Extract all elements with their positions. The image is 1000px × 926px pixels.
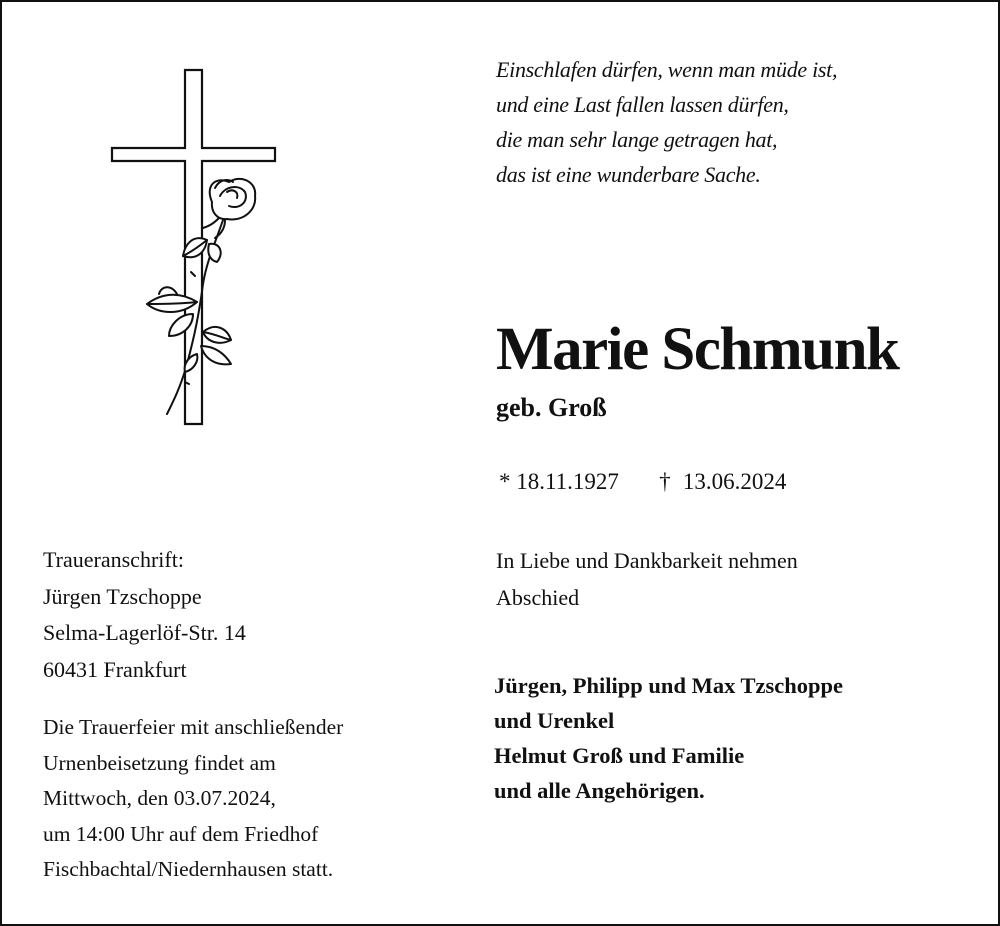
memorial-poem [496, 52, 837, 192]
farewell-text [496, 542, 798, 616]
cross-with-rose-icon [107, 64, 287, 429]
mourner-line: Helmut Groß und Familie [494, 743, 745, 768]
address-line: 60431 Frankfurt [43, 656, 187, 682]
address-line: Jürgen Tzschoppe [43, 583, 202, 609]
poem-line: die man sehr lange getragen hat, [496, 127, 778, 152]
ceremony-line: Urnenbeisetzung findet am [43, 750, 276, 775]
life-dates [499, 464, 786, 500]
deceased-name: Marie Schmunk [496, 316, 899, 383]
poem-line: Einschlafen dürfen, wenn man müde ist, [496, 57, 838, 82]
birth-date: * 18.11.1927 [499, 469, 619, 494]
dagger-icon: † [659, 469, 671, 494]
address-line: Selma-Lagerlöf-Str. 14 [43, 620, 246, 645]
maiden-name: geb. Groß [496, 393, 607, 422]
ceremony-line: Die Trauerfeier mit anschließender [43, 715, 344, 739]
ceremony-line: um 14:00 Uhr auf dem Friedhof [43, 821, 319, 846]
mourner-line: und alle Angehörigen. [494, 778, 705, 803]
ceremony-line: Fischbachtal/Niedernhausen statt. [43, 857, 334, 881]
mourners-list [494, 668, 843, 808]
poem-line: das ist eine wunderbare Sache. [496, 162, 761, 187]
farewell-line: In Liebe und Dankbarkeit nehmen [496, 548, 798, 573]
death-date: 13.06.2024 [682, 469, 787, 494]
ceremony-line: Mittwoch, den 03.07.2024, [43, 786, 276, 810]
mourner-line: Jürgen, Philipp und Max Tzschoppe [494, 673, 844, 698]
farewell-line: Abschied [496, 585, 580, 610]
address-line: Traueranschrift: [43, 547, 184, 572]
mourner-line: und Urenkel [494, 708, 615, 733]
poem-line: und eine Last fallen lassen dürfen, [496, 92, 789, 117]
ceremony-details [43, 710, 343, 888]
mourning-address [43, 542, 246, 688]
